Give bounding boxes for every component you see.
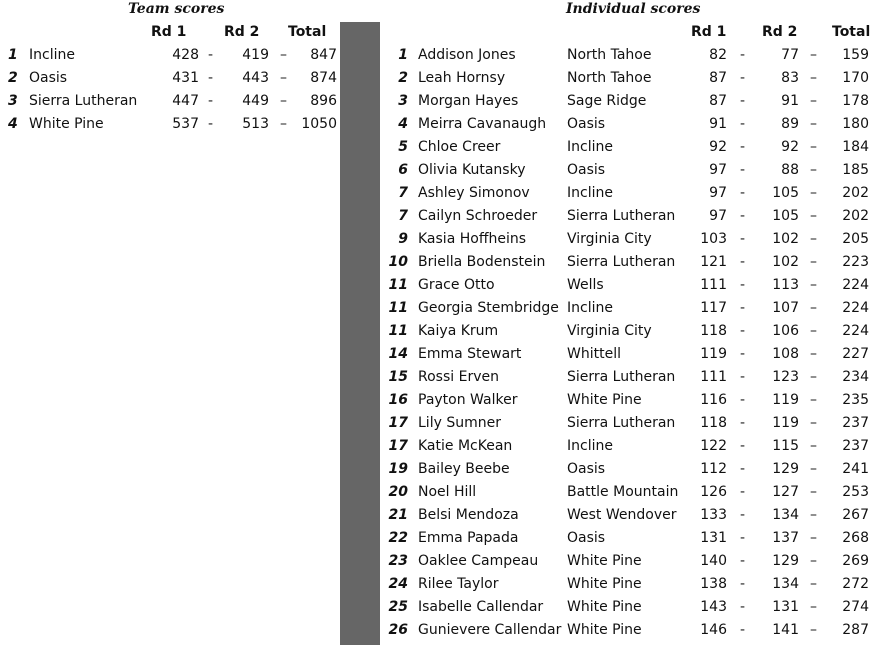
individual-rd1: 87 bbox=[709, 70, 727, 86]
school-name: Sierra Lutheran bbox=[567, 254, 676, 270]
individual-rank: 26 bbox=[388, 622, 408, 638]
individual-rd2: 119 bbox=[772, 415, 799, 431]
individual-row bbox=[0, 527, 878, 550]
individual-rd1: 146 bbox=[700, 622, 727, 638]
team-total: 1050 bbox=[301, 116, 337, 132]
individual-rd2: 92 bbox=[781, 139, 799, 155]
team-total: 874 bbox=[310, 70, 337, 86]
individual-total: 184 bbox=[842, 139, 869, 155]
team-rd1: 447 bbox=[172, 93, 199, 109]
individual-rd2: 102 bbox=[772, 231, 799, 247]
player-name: Payton Walker bbox=[418, 392, 518, 408]
individual-rank: 23 bbox=[388, 553, 408, 569]
total-separator: – bbox=[810, 300, 817, 316]
individual-total: 224 bbox=[842, 277, 869, 293]
round-separator: - bbox=[740, 323, 746, 339]
round-separator: - bbox=[740, 300, 746, 316]
team-rd2: 443 bbox=[242, 70, 269, 86]
individual-row bbox=[0, 389, 878, 412]
individual-total: 287 bbox=[842, 622, 869, 638]
total-separator: – bbox=[810, 599, 817, 615]
round-separator: - bbox=[208, 93, 214, 109]
player-name: Addison Jones bbox=[418, 47, 516, 63]
school-name: White Pine bbox=[567, 553, 642, 569]
individual-rank: 25 bbox=[388, 599, 408, 615]
total-separator: – bbox=[810, 576, 817, 592]
individual-rank: 11 bbox=[388, 277, 408, 293]
individual-row bbox=[0, 274, 878, 297]
school-name: Incline bbox=[567, 185, 613, 201]
player-name: Kasia Hoffheins bbox=[418, 231, 527, 247]
individual-total: 170 bbox=[842, 70, 869, 86]
team-scores-title: Team scores bbox=[128, 1, 225, 17]
school-name: Oasis bbox=[567, 162, 606, 178]
individual-rank: 17 bbox=[388, 438, 408, 454]
individual-row bbox=[0, 297, 878, 320]
team-rd1: 431 bbox=[172, 70, 199, 86]
player-name: Oaklee Campeau bbox=[418, 553, 539, 569]
round-separator: - bbox=[208, 47, 214, 63]
total-separator: – bbox=[280, 93, 287, 109]
individual-row bbox=[0, 343, 878, 366]
individual-row bbox=[0, 44, 878, 67]
individual-rd2: 131 bbox=[772, 599, 799, 615]
team-name: Oasis bbox=[29, 70, 68, 86]
individual-rank: 21 bbox=[388, 507, 408, 523]
individual-row bbox=[0, 159, 878, 182]
individual-total: 159 bbox=[842, 47, 869, 63]
individual-total: 202 bbox=[842, 208, 869, 224]
individual-total: 234 bbox=[842, 369, 869, 385]
individual-rd1: 97 bbox=[709, 208, 727, 224]
player-name: Rilee Taylor bbox=[418, 576, 499, 592]
team-rank: 2 bbox=[8, 70, 18, 86]
round-separator: - bbox=[740, 392, 746, 408]
total-separator: – bbox=[810, 116, 817, 132]
player-name: Katie McKean bbox=[418, 438, 513, 454]
individual-rd2: 107 bbox=[772, 300, 799, 316]
school-name: West Wendover bbox=[567, 507, 677, 523]
player-name: Meirra Cavanaugh bbox=[418, 116, 547, 132]
round-separator: - bbox=[208, 70, 214, 86]
individual-total: 241 bbox=[842, 461, 869, 477]
individual-rd2: 113 bbox=[772, 277, 799, 293]
player-name: Ashley Simonov bbox=[418, 185, 530, 201]
individual-row bbox=[0, 412, 878, 435]
individual-row bbox=[0, 458, 878, 481]
round-separator: - bbox=[740, 254, 746, 270]
individual-total: 180 bbox=[842, 116, 869, 132]
total-separator: – bbox=[810, 622, 817, 638]
total-separator: – bbox=[810, 277, 817, 293]
team-header-rd1: Rd 1 bbox=[151, 24, 187, 40]
individual-rd2: 134 bbox=[772, 507, 799, 523]
school-name: Virginia City bbox=[567, 231, 652, 247]
individual-total: 202 bbox=[842, 185, 869, 201]
individual-rd1: 97 bbox=[709, 162, 727, 178]
player-name: Briella Bodenstein bbox=[418, 254, 546, 270]
school-name: Battle Mountain bbox=[567, 484, 679, 500]
school-name: White Pine bbox=[567, 622, 642, 638]
team-header-rd2: Rd 2 bbox=[224, 24, 260, 40]
individual-rd1: 97 bbox=[709, 185, 727, 201]
individual-rd1: 118 bbox=[700, 323, 727, 339]
individual-rd1: 131 bbox=[700, 530, 727, 546]
individual-row bbox=[0, 228, 878, 251]
total-separator: – bbox=[280, 70, 287, 86]
individual-rd2: 129 bbox=[772, 461, 799, 477]
school-name: Incline bbox=[567, 438, 613, 454]
individual-total: 227 bbox=[842, 346, 869, 362]
total-separator: – bbox=[810, 346, 817, 362]
individual-rank: 3 bbox=[398, 93, 408, 109]
round-separator: - bbox=[740, 461, 746, 477]
player-name: Lily Sumner bbox=[418, 415, 501, 431]
player-name: Gunievere Callendar bbox=[418, 622, 562, 638]
player-name: Morgan Hayes bbox=[418, 93, 519, 109]
individual-total: 267 bbox=[842, 507, 869, 523]
player-name: Georgia Stembridge bbox=[418, 300, 559, 316]
individual-rd2: 115 bbox=[772, 438, 799, 454]
player-name: Bailey Beebe bbox=[418, 461, 510, 477]
round-separator: - bbox=[740, 162, 746, 178]
individual-rank: 19 bbox=[388, 461, 408, 477]
individual-row bbox=[0, 90, 878, 113]
round-separator: - bbox=[740, 438, 746, 454]
player-name: Olivia Kutansky bbox=[418, 162, 526, 178]
individual-rank: 24 bbox=[388, 576, 408, 592]
school-name: Oasis bbox=[567, 461, 606, 477]
individual-row bbox=[0, 435, 878, 458]
total-separator: – bbox=[810, 139, 817, 155]
team-rd1: 537 bbox=[172, 116, 199, 132]
individual-rank: 15 bbox=[388, 369, 408, 385]
total-separator: – bbox=[810, 392, 817, 408]
individual-total: 253 bbox=[842, 484, 869, 500]
player-name: Leah Hornsy bbox=[418, 70, 506, 86]
individual-row bbox=[0, 182, 878, 205]
individual-rd1: 138 bbox=[700, 576, 727, 592]
school-name: Incline bbox=[567, 139, 613, 155]
team-name: Sierra Lutheran bbox=[29, 93, 138, 109]
individual-rd1: 143 bbox=[700, 599, 727, 615]
total-separator: – bbox=[810, 369, 817, 385]
individual-row bbox=[0, 619, 878, 642]
school-name: White Pine bbox=[567, 576, 642, 592]
individual-row bbox=[0, 251, 878, 274]
individual-row bbox=[0, 481, 878, 504]
individual-row bbox=[0, 596, 878, 619]
individual-rank: 16 bbox=[388, 392, 408, 408]
individual-rank: 4 bbox=[398, 116, 408, 132]
individual-total: 272 bbox=[842, 576, 869, 592]
individual-rank: 10 bbox=[388, 254, 408, 270]
school-name: Whittell bbox=[567, 346, 621, 362]
team-rank: 3 bbox=[8, 93, 18, 109]
individual-rd2: 77 bbox=[781, 47, 799, 63]
total-separator: – bbox=[810, 93, 817, 109]
individual-rank: 17 bbox=[388, 415, 408, 431]
round-separator: - bbox=[740, 553, 746, 569]
individual-row bbox=[0, 205, 878, 228]
round-separator: - bbox=[740, 484, 746, 500]
individual-total: 205 bbox=[842, 231, 869, 247]
team-rd2: 513 bbox=[242, 116, 269, 132]
individual-rd1: 133 bbox=[700, 507, 727, 523]
total-separator: – bbox=[280, 47, 287, 63]
school-name: Virginia City bbox=[567, 323, 652, 339]
individual-rank: 1 bbox=[398, 47, 408, 63]
individual-rd1: 117 bbox=[700, 300, 727, 316]
team-total: 896 bbox=[310, 93, 337, 109]
round-separator: - bbox=[740, 70, 746, 86]
player-name: Chloe Creer bbox=[418, 139, 501, 155]
round-separator: - bbox=[740, 116, 746, 132]
total-separator: – bbox=[810, 231, 817, 247]
individual-rd2: 108 bbox=[772, 346, 799, 362]
individual-total: 223 bbox=[842, 254, 869, 270]
individual-rd1: 91 bbox=[709, 116, 727, 132]
school-name: Sierra Lutheran bbox=[567, 369, 676, 385]
total-separator: – bbox=[810, 208, 817, 224]
total-separator: – bbox=[810, 507, 817, 523]
individual-rank: 22 bbox=[388, 530, 408, 546]
individual-scores-title: Individual scores bbox=[566, 1, 701, 17]
individual-rd1: 118 bbox=[700, 415, 727, 431]
round-separator: - bbox=[740, 622, 746, 638]
individual-header-rd1: Rd 1 bbox=[691, 24, 727, 40]
school-name: White Pine bbox=[567, 599, 642, 615]
school-name: Oasis bbox=[567, 116, 606, 132]
individual-rd1: 126 bbox=[700, 484, 727, 500]
round-separator: - bbox=[740, 93, 746, 109]
individual-total: 274 bbox=[842, 599, 869, 615]
individual-row bbox=[0, 320, 878, 343]
individual-total: 178 bbox=[842, 93, 869, 109]
player-name: Cailyn Schroeder bbox=[418, 208, 538, 224]
individual-row bbox=[0, 550, 878, 573]
individual-rd1: 122 bbox=[700, 438, 727, 454]
round-separator: - bbox=[740, 415, 746, 431]
team-rd1: 428 bbox=[172, 47, 199, 63]
round-separator: - bbox=[740, 346, 746, 362]
round-separator: - bbox=[740, 139, 746, 155]
school-name: Sierra Lutheran bbox=[567, 208, 676, 224]
school-name: Sierra Lutheran bbox=[567, 415, 676, 431]
individual-rd2: 106 bbox=[772, 323, 799, 339]
individual-total: 237 bbox=[842, 415, 869, 431]
total-separator: – bbox=[810, 185, 817, 201]
individual-rd1: 140 bbox=[700, 553, 727, 569]
individual-rd2: 89 bbox=[781, 116, 799, 132]
round-separator: - bbox=[740, 530, 746, 546]
individual-rd2: 119 bbox=[772, 392, 799, 408]
player-name: Emma Papada bbox=[418, 530, 519, 546]
team-name: White Pine bbox=[29, 116, 104, 132]
individual-rd1: 121 bbox=[700, 254, 727, 270]
individual-rd2: 141 bbox=[772, 622, 799, 638]
school-name: White Pine bbox=[567, 392, 642, 408]
total-separator: – bbox=[810, 162, 817, 178]
individual-total: 269 bbox=[842, 553, 869, 569]
individual-header-total: Total bbox=[832, 24, 871, 40]
individual-rd1: 103 bbox=[700, 231, 727, 247]
player-name: Belsi Mendoza bbox=[418, 507, 519, 523]
individual-row bbox=[0, 366, 878, 389]
individual-rd1: 111 bbox=[700, 369, 727, 385]
round-separator: - bbox=[740, 47, 746, 63]
individual-rd2: 129 bbox=[772, 553, 799, 569]
individual-total: 224 bbox=[842, 323, 869, 339]
total-separator: – bbox=[810, 438, 817, 454]
player-name: Grace Otto bbox=[418, 277, 495, 293]
total-separator: – bbox=[280, 116, 287, 132]
round-separator: - bbox=[208, 116, 214, 132]
individual-rd2: 88 bbox=[781, 162, 799, 178]
total-separator: – bbox=[810, 415, 817, 431]
individual-rd1: 111 bbox=[700, 277, 727, 293]
team-rd2: 419 bbox=[242, 47, 269, 63]
individual-rd1: 92 bbox=[709, 139, 727, 155]
individual-rank: 7 bbox=[398, 185, 408, 201]
round-separator: - bbox=[740, 185, 746, 201]
team-rd2: 449 bbox=[242, 93, 269, 109]
individual-rank: 9 bbox=[398, 231, 408, 247]
individual-row bbox=[0, 504, 878, 527]
individual-rd1: 116 bbox=[700, 392, 727, 408]
individual-rank: 11 bbox=[388, 323, 408, 339]
individual-row bbox=[0, 67, 878, 90]
individual-rd1: 82 bbox=[709, 47, 727, 63]
total-separator: – bbox=[810, 530, 817, 546]
player-name: Kaiya Krum bbox=[418, 323, 499, 339]
player-name: Rossi Erven bbox=[418, 369, 499, 385]
round-separator: - bbox=[740, 599, 746, 615]
round-separator: - bbox=[740, 277, 746, 293]
individual-total: 235 bbox=[842, 392, 869, 408]
individual-rank: 11 bbox=[388, 300, 408, 316]
total-separator: – bbox=[810, 323, 817, 339]
individual-rd1: 112 bbox=[700, 461, 727, 477]
player-name: Noel Hill bbox=[418, 484, 477, 500]
individual-rd2: 91 bbox=[781, 93, 799, 109]
individual-rank: 2 bbox=[398, 70, 408, 86]
total-separator: – bbox=[810, 47, 817, 63]
individual-rd2: 105 bbox=[772, 208, 799, 224]
school-name: Sage Ridge bbox=[567, 93, 647, 109]
individual-rd2: 127 bbox=[772, 484, 799, 500]
individual-rd2: 102 bbox=[772, 254, 799, 270]
individual-total: 237 bbox=[842, 438, 869, 454]
round-separator: - bbox=[740, 576, 746, 592]
total-separator: – bbox=[810, 254, 817, 270]
round-separator: - bbox=[740, 369, 746, 385]
individual-total: 268 bbox=[842, 530, 869, 546]
individual-rank: 7 bbox=[398, 208, 408, 224]
individual-row bbox=[0, 573, 878, 596]
individual-rank: 5 bbox=[398, 139, 408, 155]
team-rank: 1 bbox=[8, 47, 18, 63]
individual-rank: 20 bbox=[388, 484, 408, 500]
player-name: Emma Stewart bbox=[418, 346, 522, 362]
total-separator: – bbox=[810, 553, 817, 569]
round-separator: - bbox=[740, 507, 746, 523]
individual-rank: 6 bbox=[398, 162, 408, 178]
individual-total: 185 bbox=[842, 162, 869, 178]
total-separator: – bbox=[810, 484, 817, 500]
individual-rd2: 105 bbox=[772, 185, 799, 201]
individual-rd1: 87 bbox=[709, 93, 727, 109]
individual-rd2: 123 bbox=[772, 369, 799, 385]
team-header-total: Total bbox=[288, 24, 327, 40]
individual-rd2: 83 bbox=[781, 70, 799, 86]
school-name: Incline bbox=[567, 300, 613, 316]
school-name: Wells bbox=[567, 277, 604, 293]
individual-rd2: 137 bbox=[772, 530, 799, 546]
school-name: North Tahoe bbox=[567, 47, 652, 63]
individual-row bbox=[0, 136, 878, 159]
team-total: 847 bbox=[310, 47, 337, 63]
individual-row bbox=[0, 113, 878, 136]
individual-total: 224 bbox=[842, 300, 869, 316]
individual-rank: 14 bbox=[388, 346, 408, 362]
team-name: Incline bbox=[29, 47, 75, 63]
total-separator: – bbox=[810, 461, 817, 477]
school-name: North Tahoe bbox=[567, 70, 652, 86]
individual-rd2: 134 bbox=[772, 576, 799, 592]
team-rank: 4 bbox=[8, 116, 18, 132]
round-separator: - bbox=[740, 208, 746, 224]
player-name: Isabelle Callendar bbox=[418, 599, 544, 615]
round-separator: - bbox=[740, 231, 746, 247]
individual-header-rd2: Rd 2 bbox=[762, 24, 798, 40]
individual-rd1: 119 bbox=[700, 346, 727, 362]
school-name: Oasis bbox=[567, 530, 606, 546]
total-separator: – bbox=[810, 70, 817, 86]
